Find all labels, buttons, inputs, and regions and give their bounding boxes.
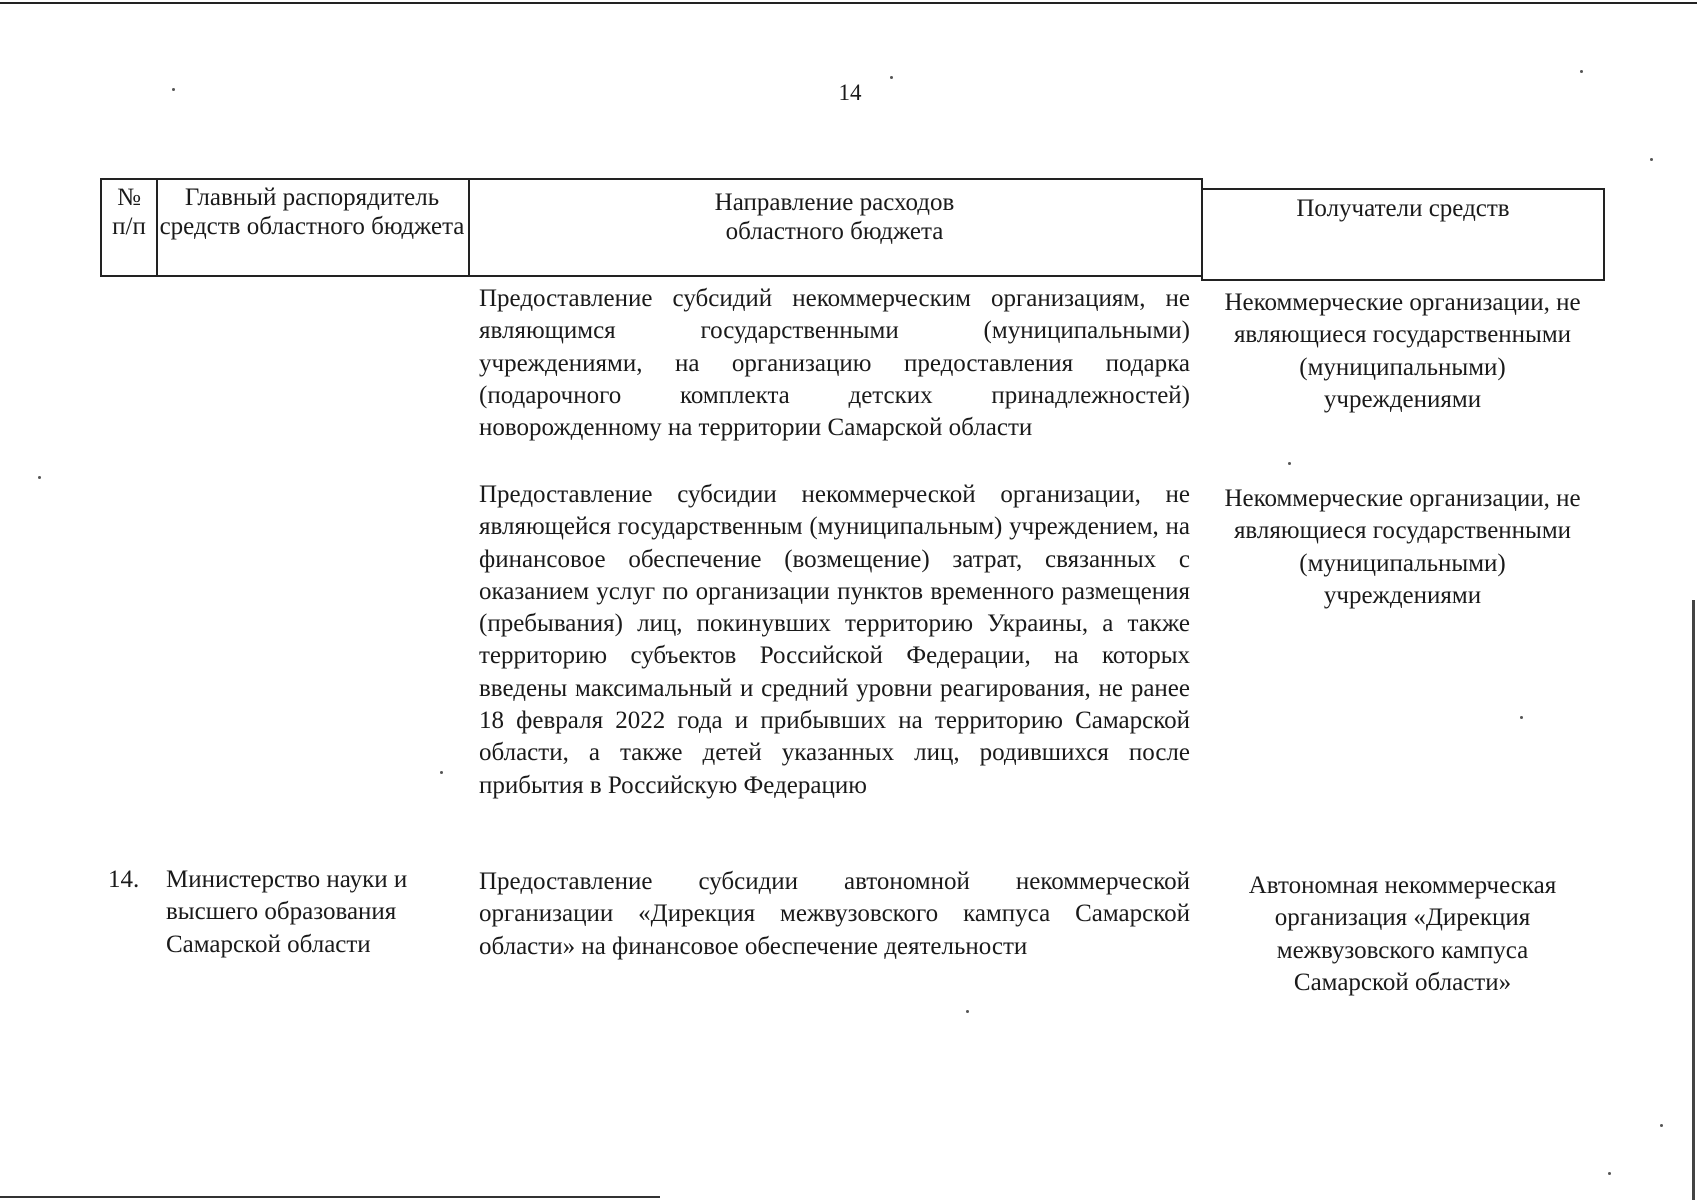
row-3-number: 14. bbox=[108, 866, 140, 893]
header-number-line-2: п/п bbox=[112, 213, 146, 240]
header-number-line-1: № bbox=[117, 184, 141, 211]
row-2-direction: Предоставление субсидии некоммерческой организации, не являющейся государственным (муниципальным) учреждением, на финансовое обеспечение (возмещение) затрат, связанных с оказанием услуг по организации пунктов временного размещения (пребывания) лиц, покинувших территорию Украины, а также территорию субъектов Российской Федерации, на которых введены максимальный и средний уровни реагирования, не ранее 18 февраля 2022 года и прибывших на территорию Самарской области, а также детей указанных лиц, родившихся после прибытия в Российскую Федерацию bbox=[479, 481, 1190, 799]
scan-speck bbox=[172, 88, 175, 91]
scan-speck bbox=[1650, 158, 1653, 161]
table-header bbox=[100, 178, 1605, 278]
row-1-recipients: Некоммерческие организации, не являющиеся государственными (муниципальными) учреждениями bbox=[1224, 289, 1581, 413]
scan-speck bbox=[38, 476, 41, 479]
row-3-direction: Предоставление субсидии автономной некоммерческой организации «Дирекция межвузовского кампуса Самарской области» на финансовое обеспечение деятельности bbox=[479, 868, 1190, 960]
scan-speck bbox=[1580, 70, 1583, 73]
scan-speck bbox=[1288, 462, 1291, 465]
page-number: 14 bbox=[838, 80, 862, 105]
header-recipients: Получатели средств bbox=[1201, 188, 1605, 281]
scan-edge-bottom bbox=[0, 1196, 660, 1198]
scan-speck bbox=[1608, 1172, 1611, 1175]
header-admin: Главный распорядитель средств областного бюджета bbox=[156, 178, 470, 277]
scan-edge-top bbox=[0, 2, 1697, 4]
scan-speck bbox=[890, 76, 893, 79]
row-2-recipients: Некоммерческие организации, не являющиеся государственными (муниципальными) учреждениями bbox=[1224, 485, 1581, 609]
scan-speck bbox=[440, 771, 443, 774]
scan-speck bbox=[966, 1010, 969, 1013]
row-3-recipients: Автономная некоммерческая организация «Дирекция межвузовского кампуса Самарской области» bbox=[1248, 872, 1557, 996]
header-direction-line-1: Направление расходов bbox=[714, 189, 955, 216]
header-direction bbox=[468, 178, 1203, 277]
header-direction-line-2: областного бюджета bbox=[725, 218, 944, 245]
row-1-direction: Предоставление субсидий некоммерческим организациям, не являющимся государственными (муниципальными) учреждениями, на организацию предоставления подарка (подарочного комплекта детских принадлежностей) новорожденному на территории Самарской области bbox=[479, 285, 1190, 442]
scan-edge-right bbox=[1692, 600, 1695, 1200]
scan-speck bbox=[1520, 716, 1523, 719]
row-3-admin: Министерство науки и высшего образования Самарской области bbox=[166, 866, 408, 958]
scan-speck bbox=[1660, 1124, 1663, 1127]
header-number bbox=[100, 178, 158, 277]
